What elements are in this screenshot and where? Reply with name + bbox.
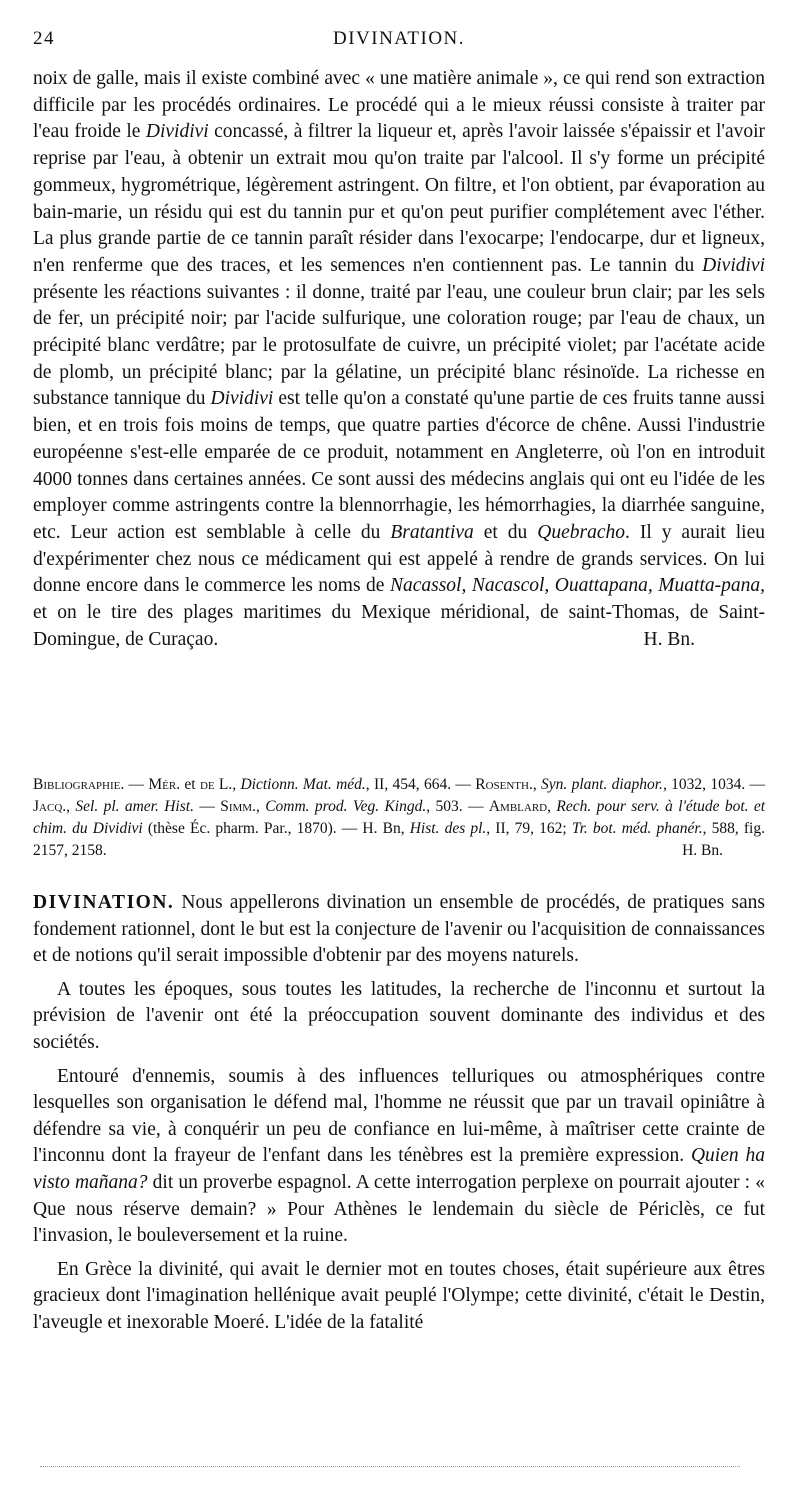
text-run: . Il y aurait lieu d'expérimenter chez nous ce médicament qui est appelé à rendre de grands services. On lui donne encore dans le commerce les noms de [33, 521, 765, 597]
entry-paragraph [33, 890, 765, 970]
bottom-scan-artifact [40, 1466, 740, 1469]
text-run: , 503. — [426, 798, 489, 815]
dividivi-paragraph [33, 66, 765, 653]
text-run: Nous appellerons divination un ensemble de procédés, de pratiques sans fondement rationnel, dont le but est la conjecture de l'avenir ou l'acquisition de connaissances et de notions qu'il serait impossible d'obtenir par des moyens naturels. [33, 892, 765, 967]
author: de L. [199, 776, 233, 793]
text-run: — [193, 798, 221, 815]
work-title: Hist. des pl. [409, 820, 487, 837]
text-run: , 588, fig. 2157, 2158. [33, 820, 765, 859]
text-run: et on le tire des plages maritimes du Mexique méridional, de saint-Thomas, de Saint-Domingue, de Curaçao. [33, 602, 765, 650]
work-title: Tr. bot. méd. phanér. [571, 820, 703, 837]
text-run: , [532, 776, 542, 793]
text-run: , 1032, 1034. — [662, 776, 766, 793]
bibliography-label: Bibliographie. [33, 776, 125, 793]
author: Mér. [148, 776, 181, 793]
author: Simm. [220, 798, 256, 815]
author: Rosenth. [475, 776, 533, 793]
work-title: Sel. pl. amer. Hist. [75, 798, 194, 815]
text-run: , II, 79, 162; [486, 820, 572, 837]
italic-term: Nacassol, Nacascol, Ouattapana, Muatta-pana, [389, 575, 765, 597]
author: Jacq. [33, 798, 67, 815]
text-run: (thèse Éc. pharm. Par., 1870). — H. Bn, [142, 820, 410, 837]
page-number: 24 [33, 28, 55, 49]
italic-term: Bratantiva [390, 521, 474, 543]
italic-term: Dividivi [702, 254, 765, 276]
text-run: présente les réactions suivantes : il donne, traité par l'eau, une couleur brun clair; par les sels de fer, un précipité noir; par l'acide sulfurique, une coloration rouge; par l'eau de chaux, un précipité blanc verdâtre; par le protosulfate de cuivre, un précipité violet; par l'acétate acide de plomb, un précipité blanc; par la gélatine, un précipité blanc résinoïde. La richesse en substance tannique du [33, 281, 765, 410]
work-title: Syn. plant. diaphor. [541, 776, 663, 793]
text-run: noix de galle, mais il existe combiné avec « une matière animale », ce qui rend son extraction difficile par les procédés ordinaires. Le procédé qui a le mieux réussi consiste à traiter par l'eau froide le [33, 68, 765, 143]
entry-paragraph: En Grèce la divinité, qui avait le dernier mot en toutes choses, était supérieure aux êtres gracieux dont l'imagination hellénique avait peuplé l'Olympe; cette divinité, c'était le Destin, l'aveugle et inexorable Moeré. L'idée de la fatalité [33, 1258, 765, 1333]
running-header [33, 28, 765, 58]
bibliography [33, 774, 765, 862]
text-run: est telle qu'on a constaté qu'une partie de ces fruits tanne aussi bien, et en trois fois moins de temps, que quatre parties d'écorce de chêne. Aussi l'industrie européenne s'est-elle emparée de ce produit, notamment en Angleterre, où l'on en introduit 4000 tonnes dans certaines années. Ce sont aussi des médecins anglais qui ont eu l'idée de les employer comme astringents contre la blennorrhagie, les hémorrhagies, la diarrhée sanguine, etc. Leur action est semblable à celle du [33, 388, 765, 543]
text-run: , [66, 798, 76, 815]
text-run: , [232, 776, 241, 793]
text-run: concassé, à filtrer la liqueur et, après l'avoir laissée s'épaissir et l'avoir reprise par l'eau, à obtenir un extrait mou qu'on traite par l'alcool. Il s'y forme un précipité gommeux, hygrométrique, légèrement astringent. On filtre, et l'on obtient, par évaporation au bain-marie, un résidu qui est du tannin pur et qu'on peut purifier complétement avec l'éther. La plus grande partie de ce tannin paraît résider dans l'exocarpe; l'endocarpe, dur et ligneux, n'en renferme que des traces, et les semences n'en contiennent pas. Le tannin du [33, 121, 766, 276]
text-run: , II, 454, 664. — [365, 776, 476, 793]
italic-term: Quebracho [537, 521, 625, 543]
text-run: et [180, 776, 200, 793]
text-run: — [124, 776, 149, 793]
running-title: DIVINATION. [332, 28, 466, 49]
text-run: , [255, 798, 266, 815]
spanish-proverb: Quien ha visto mañana? [33, 1145, 766, 1193]
bibliography-signature: H. Bn. [682, 842, 723, 859]
text-run: Entouré d'ennemis, soumis à des influences telluriques ou atmosphériques contre lesquelles son organisation le défend mal, l'homme ne réussit que par un travail opiniâtre à défendre sa vie, à conquérir un peu de confiance en lui-même, à maîtriser cette crainte de l'inconnu dont la frayeur de l'enfant dans les ténèbres est la première expression. [33, 1065, 765, 1167]
italic-term: Dividivi [210, 388, 274, 410]
italic-term: Dividivi [145, 121, 209, 143]
text-run: , [547, 798, 557, 815]
entry-paragraph: A toutes les époques, sous toutes les latitudes, la recherche de l'inconnu et surtout la prévision de l'avenir ont été la préoccupation souvent dominante des individus et des sociétés. [33, 978, 765, 1053]
work-title: Dictionn. Mat. méd. [240, 776, 366, 793]
work-title: Comm. prod. Veg. Kingd. [265, 798, 427, 815]
author: Amblard [488, 798, 548, 815]
text-run: et du [473, 521, 538, 543]
entry-headword: DIVINATION. [33, 892, 175, 913]
author-signature: H. Bn. [643, 628, 695, 650]
entry-paragraph [33, 1064, 765, 1250]
work-title: Rech. pour serv. à l'étude bot. et chim. du Dividivi [33, 798, 766, 837]
divination-entry [33, 890, 765, 1344]
text-run: dit un proverbe espagnol. A cette interrogation perplexe on pourrait ajouter : « Que nous réserve demain? » Pour Athènes le lendemain du siècle de Périclès, ce fut l'invasion, le bouleversement et la ruine. [33, 1171, 765, 1247]
